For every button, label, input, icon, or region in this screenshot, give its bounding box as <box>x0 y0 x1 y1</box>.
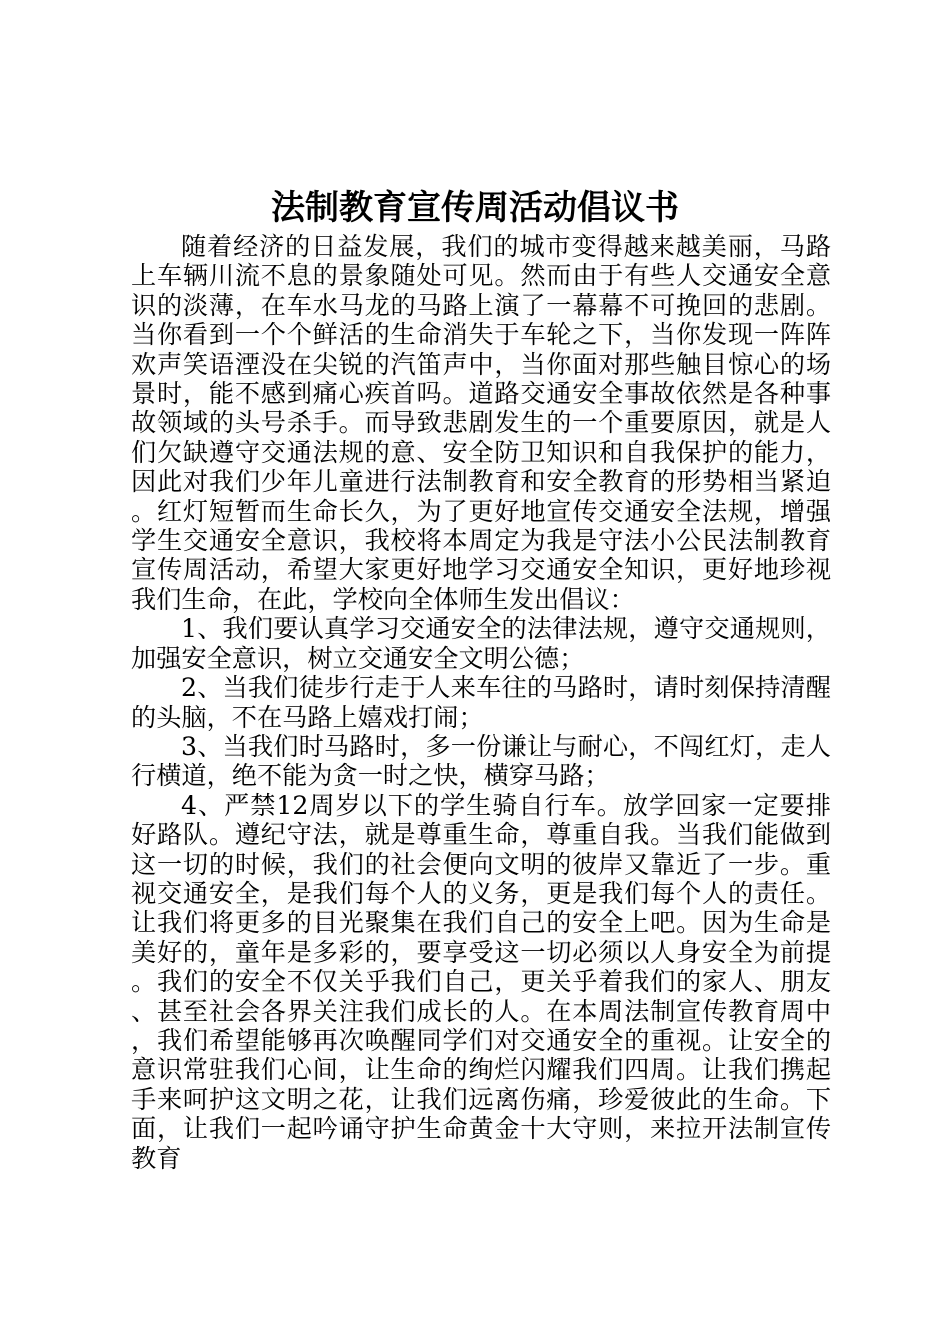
paragraph-intro: 随着经济的日益发展，我们的城市变得越来越美丽，马路上车辆川流不息的景象随处可见。然而由于有些人交通安全意识的淡薄，在车水马龙的马路上演了一幕幕不可挽回的悲剧。当你看到一个个鲜活的生命消失于车轮之下，当你发现一阵阵欢声笑语湮没在尖锐的汽笛声中，当你面对那些触目惊心的场景时，能不感到痛心疾首吗。道路交通安全事故依然是各种事故领域的头号杀手。而导致悲剧发生的一个重要原因，就是人们欠缺遵守交通法规的意、安全防卫知识和自我保护的能力，因此对我们少年儿童进行法制教育和安全教育的形势相当紧迫。红灯短暂而生命长久，为了更好地宣传交通安全法规，增强学生交通安全意识，我校将本周定为我是守法小公民法制教育宣传周活动，希望大家更好地学习交通安全知识，更好地珍视我们生命，在此，学校向全体师生发出倡议： <box>131 232 831 614</box>
paragraph-item-4: 4、严禁12周岁以下的学生骑自行车。放学回家一定要排好路队。遵纪守法，就是尊重生命，尊重自我。当我们能做到这一切的时候，我们的社会便向文明的彼岸又靠近了一步。重视交通安全，是我们每个人的义务，更是我们每个人的责任。让我们将更多的目光聚集在我们自己的安全上吧。因为生命是美好的，童年是多彩的，要享受这一切必须以人身安全为前提。我们的安全不仅关乎我们自己，更关乎着我们的家人、朋友、甚至社会各界关注我们成长的人。在本周法制宣传教育周中，我们希望能够再次唤醒同学们对交通安全的重视。让安全的意识常驻我们心间，让生命的绚烂闪耀我们四周。让我们携起手来呵护这文明之花，让我们远离伤痛，珍爱彼此的生命。下面，让我们一起吟诵守护生命黄金十大守则，来拉开法制宣传教育 <box>131 790 831 1173</box>
paragraph-item-3: 3、当我们时马路时，多一份谦让与耐心，不闯红灯，走人行横道，绝不能为贪一时之快，横穿马路； <box>131 731 831 791</box>
document-title: 法制教育宣传周活动倡议书 <box>271 188 679 228</box>
document-body <box>131 232 831 1173</box>
paragraph-item-1: 1、我们要认真学习交通安全的法律法规，遵守交通规则，加强安全意识，树立交通安全文明公德； <box>131 614 831 673</box>
paragraph-item-2: 2、当我们徒步行走于人来车往的马路时，请时刻保持清醒的头脑，不在马路上嬉戏打闹； <box>131 673 831 732</box>
